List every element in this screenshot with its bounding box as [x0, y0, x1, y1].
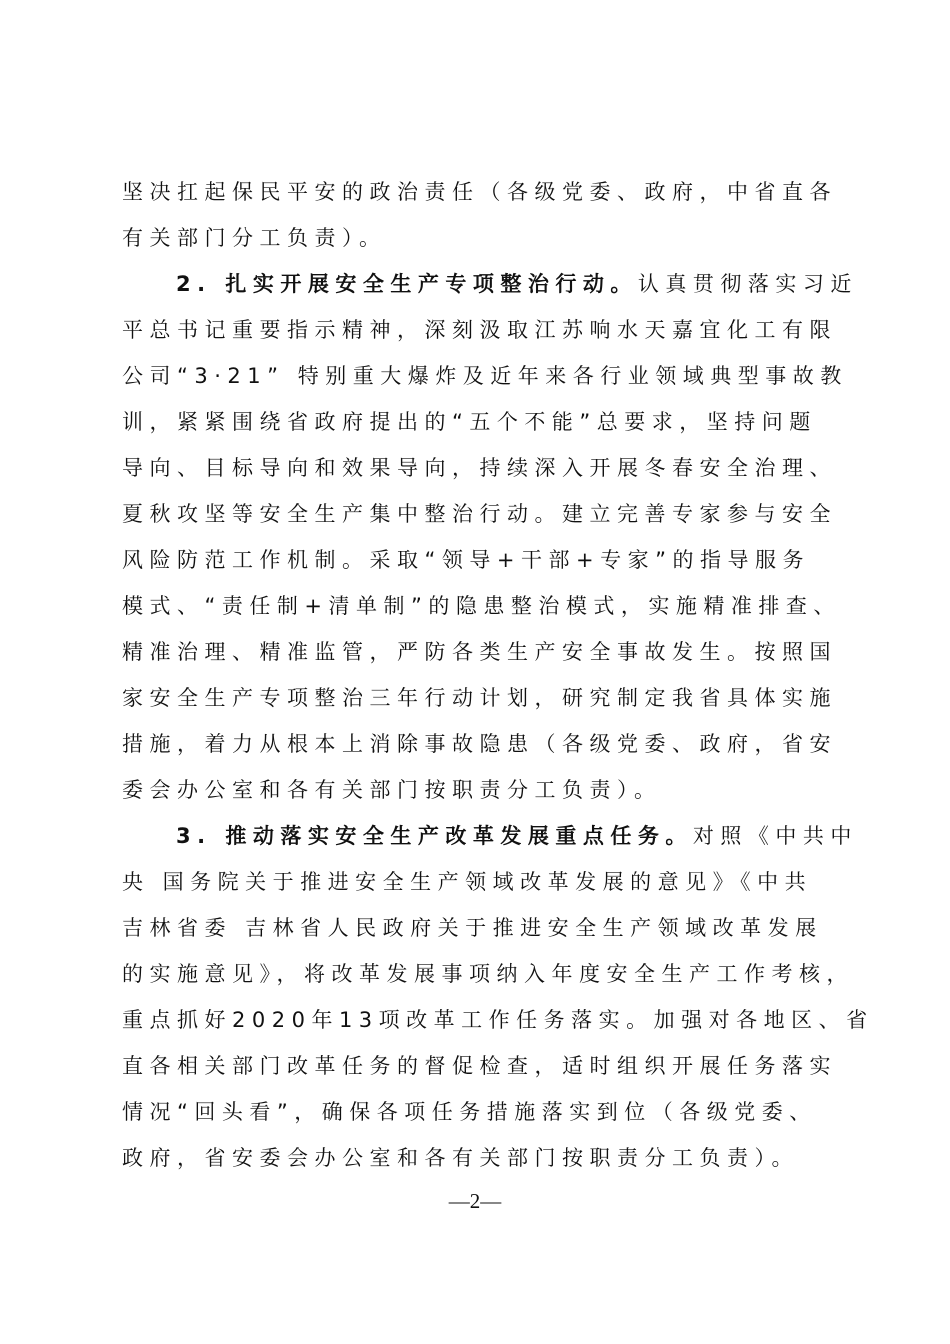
text-line: 吉林省委 吉林省人民政府关于推进安全生产领域改革发展 [122, 916, 823, 940]
text-line: 平总书记重要指示精神，深刻汲取江苏响水天嘉宜化工有限 [122, 318, 837, 342]
text-line: 公司“3·21” 特别重大爆炸及近年来各行业领域典型事故教 [122, 364, 848, 388]
text-line: 风险防范工作机制。采取“领导+干部+专家”的指导服务 [122, 548, 810, 572]
section-heading: 3. 推动落实安全生产改革发展重点任务。 [176, 824, 693, 848]
text-line: 家安全生产专项整治三年行动计划，研究制定我省具体实施 [122, 686, 837, 710]
text-line: 重点抓好2020年13项改革工作任务落实。加强对各地区、省 [122, 1008, 874, 1032]
text-span: 对照《中共中 [692, 824, 858, 848]
text-line: 有关部门分工负责）。 [122, 226, 387, 250]
paragraph-first-line [176, 261, 858, 307]
paragraph-first-line [176, 813, 858, 859]
text-line: 委会办公室和各有关部门按职责分工负责）。 [122, 778, 662, 802]
text-line: 导向、目标导向和效果导向，持续深入开展冬春安全治理、 [122, 456, 837, 480]
text-line: 坚决扛起保民平安的政治责任（各级党委、政府，中省直各 [122, 180, 837, 204]
text-line: 夏秋攻坚等安全生产集中整治行动。建立完善专家参与安全 [122, 502, 837, 526]
text-line: 措施，着力从根本上消除事故隐患（各级党委、政府，省安 [122, 732, 837, 756]
section-heading: 2. 扎实开展安全生产专项整治行动。 [176, 272, 638, 296]
text-line: 政府，省安委会办公室和各有关部门按职责分工负责）。 [122, 1146, 799, 1170]
text-line: 直各相关部门改革任务的督促检查，适时组织开展任务落实 [122, 1054, 837, 1078]
text-line: 的实施意见》，将改革发展事项纳入年度安全生产工作考核， [122, 962, 854, 986]
text-line: 精准治理、精准监管，严防各类生产安全事故发生。按照国 [122, 640, 837, 664]
text-line: 模式、“责任制+清单制”的隐患整治模式，实施精准排查、 [122, 594, 841, 618]
text-line: 情况“回头看”，确保各项任务措施落实到位（各级党委、 [122, 1100, 817, 1124]
text-line: 训，紧紧围绕省政府提出的“五个不能”总要求，坚持问题 [122, 410, 817, 434]
text-span: 认真贯彻落实习近 [637, 272, 858, 296]
page-number: —2— [448, 1189, 502, 1213]
text-line: 央 国务院关于推进安全生产领域改革发展的意见》《中共 [122, 870, 813, 894]
